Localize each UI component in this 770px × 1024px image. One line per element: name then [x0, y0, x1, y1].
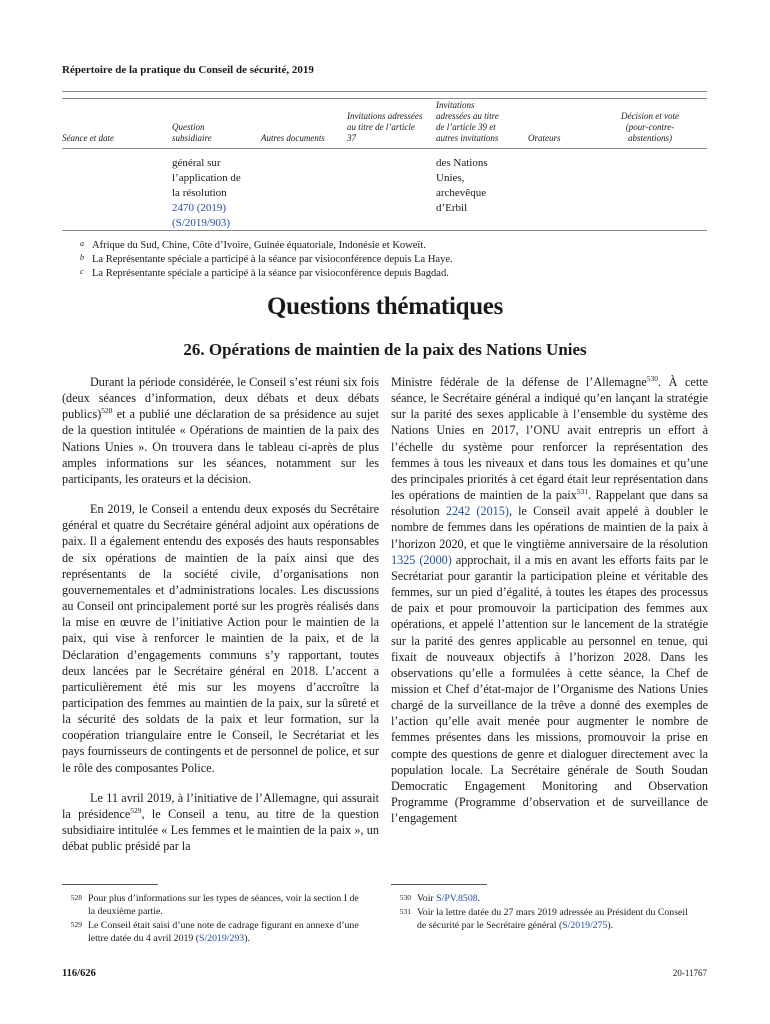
footnote-number: 528: [70, 893, 82, 902]
cell-text: général sur: [172, 157, 221, 169]
header-divider: [62, 98, 707, 99]
table-bottom-rule: [62, 230, 707, 231]
text-run: approchait, il a mis en avant les efforts faits par le Secrétariat pour garantir la participation pleine et véritable des femmes, sur un pied d’égalité, à toutes les étapes des processus de paix et pour promouvoir la participation des femmes aux opérations, et appelé l’attention sur le lancement de la stratégie sur la parité des genres applicable au personnel en tenue, qui fixait de nouveaux objectifs à l’horizon 2028. Dans les observations qu’elle a formulées à cette séance, la Chef de mission et Chef d’état-major de l’Organisme des Nations Unies chargé de la surveillance de la trêve a donné des exemples de l’action qu’elle avait menée pour augmenter le nombre de femmes présentes dans les missions, promouvoir la prise en compte des questions de genre et dialoguer directement avec la population locale. La Secrétaire générale de South Soudan Democratic Engagement Monitoring and Observation Programme (Programme d’observation et de surveillance de l’engagement: [391, 552, 708, 826]
text-run: Durant la période considérée, le Conseil s’est réuni six fois (deux séances d’information, deux débats et deux débats publics): [62, 375, 379, 422]
table-notes: [80, 239, 453, 281]
document-link[interactable]: S/PV.8508: [436, 893, 478, 904]
footnote-ref: 528: [101, 406, 113, 416]
text-run: . À cette séance, le Secrétaire général a indiqué qu’en lançant la stratégie sur la parité des sexes applicable à l’ensemble du système des Nations Unies en 2017, l’ONU avait entrepris un effort à l’échelle du système pour renforcer la représentation des femmes à tous les niveaux et dans tous les domaines et qu’une des principales priorités à cet égard était leur représentation dans les opérations de maintien de la paix: [391, 375, 709, 503]
paragraph: [62, 790, 379, 855]
cell-text: l’application de: [172, 172, 241, 184]
footnote-number: 530: [399, 893, 411, 902]
text-run: Le 11 avril 2019, à l’initiative de l’Allemagne, qui assurait la présidence: [62, 790, 379, 821]
table-header: [62, 100, 707, 149]
left-column: [62, 374, 379, 868]
table-note: [80, 253, 453, 267]
note-text: La Représentante spéciale a participé à la séance par visioconférence depuis Bagdad.: [92, 268, 449, 279]
footnote-text: Voir: [417, 893, 437, 904]
document-link[interactable]: S/2019/275: [562, 920, 608, 931]
footnote: [391, 892, 691, 905]
cell-art39: [436, 156, 516, 216]
section-title: Questions thématiques: [266, 293, 504, 320]
table-note: [80, 267, 453, 281]
page-number: 116/626: [62, 968, 96, 979]
text-run: Ministre fédérale de la défense de l’Allemagne: [391, 375, 647, 389]
cell-text: la résolution: [172, 187, 227, 199]
footnote-text: Voir la lettre datée du 27 mars 2019 adressée au Président du Conseil de sécurité par le Secrétaire général (: [417, 907, 688, 931]
note-text: La Représentante spéciale a participé à la séance par visioconférence depuis La Haye.: [92, 254, 453, 265]
resolution-link[interactable]: 2470 (2019): [172, 202, 227, 214]
footnote-text: ).: [607, 920, 614, 931]
footnote-ref: 531: [576, 487, 589, 497]
col-art37: Invitations adressées au titre de l’article 37: [347, 111, 423, 143]
footnote-ref: 529: [130, 805, 142, 815]
cell-text: d’Erbil: [436, 202, 468, 214]
col-question: Question subsidiaire: [172, 122, 212, 143]
text-run: , le Conseil a tenu, au titre de la question subsidiaire intitulée « Les femmes et le maintien de la paix », un débat public présidé par la: [62, 806, 379, 854]
col-seance: Séance et date: [62, 133, 114, 143]
cell-text: des Nations: [436, 157, 488, 169]
cell-question: [172, 156, 262, 231]
paragraph: [391, 374, 708, 826]
table-note: [80, 239, 453, 253]
note-mark: b: [80, 253, 84, 262]
resolution-link[interactable]: 2242 (2015): [445, 504, 509, 519]
document-link[interactable]: (S/2019/903): [172, 217, 231, 229]
col-decision: Décision et vote (pour-contre-abstentions): [621, 111, 679, 143]
footnote-text: Pour plus d’informations sur les types de séances, voir la section I de la deuxième partie.: [88, 893, 359, 917]
document-link[interactable]: S/2019/293: [199, 933, 245, 944]
col-orateurs: Orateurs: [528, 133, 561, 143]
footnote-rule: [62, 884, 158, 885]
note-mark: c: [80, 267, 84, 276]
cell-text: archevêque: [436, 187, 487, 199]
paragraph: En 2019, le Conseil a entendu deux exposés du Secrétaire général et quatre du Secrétaire général adjoint aux opérations de paix. Il a également entendu des exposés des hauts responsables de six opérations de maintien de la paix ainsi que des représentants de la société civile, d’organisations non gouvernementales et d’administrations locales. Les discussions au Conseil ont principalement porté sur les progrès réalisés dans la mise en œuvre de l’initiative Action pour le maintien de la paix, qui vise à renforcer le maintien de la paix, et de la Déclaration d’engagements communs s’y rapportant, toutes deux lancées par le Secrétaire général en 2018. L’accent a particulièrement été mis sur les moyens d’accroître la participation des femmes au maintien de la paix, sur la sûreté et la sécurité des soldats de la paix et leur formation, sur la coopération triangulaire entre le Conseil, le Secrétariat et les pays fournisseurs de contingents et de personnel de police, et sur le rôle des composantes Police.: [62, 502, 379, 775]
resolution-link[interactable]: 1325 (2000): [391, 552, 452, 567]
text-run: , le Conseil avait appelé à doubler le nombre de femmes dans les opérations de maintien de la paix à l’horizon 2020, et que le vingtième anniversaire de la résolution: [391, 504, 708, 551]
footnote-text: .: [477, 893, 481, 904]
running-header: Répertoire de la pratique du Conseil de sécurité, 2019: [62, 64, 707, 92]
right-column: [391, 374, 708, 840]
footnote-rule: [391, 884, 487, 885]
footnote: [62, 892, 367, 918]
col-art39: Invitations adressées au titre de l’article 39 et autres invitations: [436, 100, 499, 143]
paragraph: [62, 374, 379, 487]
cell-text: Unies,: [436, 172, 465, 184]
footnote: [62, 919, 367, 945]
footnote: [391, 906, 691, 932]
footnote-text: ).: [244, 933, 250, 944]
footnotes-left: [62, 892, 367, 946]
footnote-ref: 530: [646, 373, 659, 383]
footnote-number: 529: [70, 920, 82, 929]
footnote-number: 531: [399, 907, 411, 916]
text-run: et a publié une déclaration de sa présidence au sujet de la question intitulée « Opérations de maintien de la paix des Nations Unies ». On trouvera dans le tableau ci-après de plus amples informations sur les séances, notamment sur les participants, les orateurs et la décision.: [62, 407, 379, 486]
subsection-title: 26. Opérations de maintien de la paix des Nations Unies: [183, 340, 587, 359]
col-autres: Autres documents: [261, 133, 325, 143]
note-text: Afrique du Sud, Chine, Côte d’Ivoire, Guinée équatoriale, Indonésie et Koweït.: [92, 240, 426, 251]
footnote-text: Le Conseil était saisi d’une note de cadrage figurant en annexe d’une lettre datée du 4 avril 2019 (: [88, 920, 359, 944]
text-run: . Rappelant que dans sa résolution: [391, 488, 708, 519]
document-number: 20-11767: [672, 968, 707, 978]
footnotes-right: [391, 892, 691, 933]
note-mark: a: [80, 239, 84, 248]
